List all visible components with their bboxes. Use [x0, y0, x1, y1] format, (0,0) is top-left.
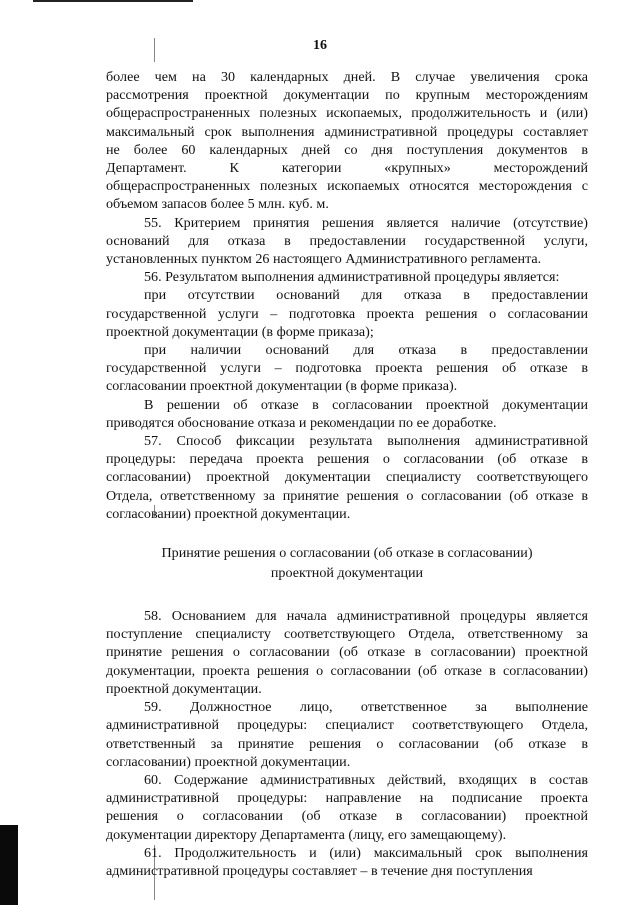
- text-line: государственной услуги – подготовка проекта решения об отказе в: [106, 360, 588, 377]
- text-line: проектной документации.: [106, 680, 262, 697]
- paragraph-p-cont: [106, 68, 588, 214]
- paragraph-p-58: [106, 607, 588, 698]
- text-line: приводятся обоснование отказа и рекомендации по ее доработке.: [106, 414, 497, 431]
- text-line: объемом запасов более 5 млн. куб. м.: [106, 196, 329, 213]
- text-line: поступление специалисту соответствующего Отдела, ответственному за: [106, 626, 588, 643]
- text-line: В решении об отказе в согласовании проектной документации: [144, 396, 588, 413]
- paragraph-p-56a: [106, 286, 588, 341]
- text-line: проектной документации (в форме приказа);: [106, 323, 374, 340]
- document-body: [106, 68, 588, 880]
- text-line: максимальный срок выполнения административной процедуры составляет: [106, 123, 588, 140]
- page-number: 16: [313, 38, 327, 53]
- scan-edge-bar: [0, 825, 18, 905]
- text-line: принятие решения о согласовании (об отказе в согласовании) проектной: [106, 644, 588, 661]
- top-rule: [33, 0, 193, 2]
- text-line: рассмотрения проектной документации по крупным месторождениям: [106, 87, 588, 104]
- paragraph-p-56b: [106, 341, 588, 396]
- text-line: при отсутствии оснований для отказа в предоставлении: [144, 287, 588, 304]
- text-line: 58. Основанием для начала административной процедуры является: [144, 608, 588, 625]
- paragraphs-before: [106, 68, 588, 523]
- paragraph-p-60: [106, 771, 588, 844]
- text-line: установленных пунктом 26 настоящего Административного регламента.: [106, 251, 542, 268]
- text-line: оснований для отказа в предоставлении государственной услуги,: [106, 232, 588, 249]
- paragraph-p-59: [106, 698, 588, 771]
- text-line: общераспространенных полезных ископаемых, продолжительность и (или): [106, 105, 588, 122]
- text-line: 55. Критерием принятия решения является наличие (отсутствие): [144, 214, 588, 231]
- text-line: согласовании проектной документации (в форме приказа).: [106, 378, 458, 395]
- text-line: документации директору Департамента (лицу, его замещающему).: [106, 826, 507, 843]
- text-line: Отдела, ответственному за принятие решения о согласовании (об отказе в: [106, 487, 588, 504]
- text-line: решения о согласовании (об отказе в согласовании) проектной: [106, 808, 588, 825]
- text-line: документации, проекта решения о согласовании (об отказе в согласовании): [106, 662, 588, 679]
- text-line: ответственный за принятие решения о согласовании (об отказе в: [106, 735, 588, 752]
- text-line: Департамент. К категории «крупных» месторождений: [106, 160, 588, 177]
- text-line: согласовании) проектной документации.: [106, 753, 351, 770]
- text-line: государственной услуги – подготовка проекта решения о согласовании: [106, 305, 588, 322]
- text-line: более чем на 30 календарных дней. В случае увеличения срока: [106, 69, 588, 85]
- text-line: общераспространенных полезных ископаемых относятся месторождения с: [106, 178, 588, 195]
- paragraph-p-56: [106, 268, 588, 286]
- text-line: 56. Результатом выполнения административной процедуры является:: [144, 269, 560, 286]
- text-line: 57. Способ фиксации результата выполнения административной: [144, 433, 588, 450]
- paragraph-p-56c: [106, 396, 588, 432]
- text-line: административной процедуры: специалист соответствующего Отдела,: [106, 717, 588, 734]
- text-line: 60. Содержание административных действий, входящих в состав: [144, 771, 588, 788]
- section-heading-line-1: Принятие решения о согласовании (об отказе в согласовании): [161, 545, 533, 562]
- text-line: 61. Продолжительность и (или) максимальный срок выполнения: [144, 844, 588, 861]
- paragraph-p-57: [106, 432, 588, 523]
- text-line: 59. Должностное лицо, ответственное за выполнение: [144, 699, 588, 716]
- section-heading: [106, 543, 588, 583]
- paragraphs-after: [106, 607, 588, 880]
- text-line: не более 60 календарных дней со дня поступления документов в: [106, 141, 588, 158]
- text-line: согласовании) проектной документации специалисту соответствующего: [106, 469, 588, 486]
- section-heading-line-2: проектной документации: [270, 565, 424, 582]
- paragraph-p-61: [106, 844, 588, 880]
- text-line: административной процедуры составляет – в течение дня поступления: [106, 862, 533, 879]
- text-line: согласовании) проектной документации.: [106, 505, 351, 522]
- paragraph-p-55: [106, 214, 588, 269]
- text-line: административной процедуры: направление на подписание проекта: [106, 790, 588, 807]
- text-line: при наличии оснований для отказа в предоставлении: [144, 342, 588, 359]
- text-line: процедуры: передача проекта решения о согласовании (об отказе в: [106, 451, 588, 468]
